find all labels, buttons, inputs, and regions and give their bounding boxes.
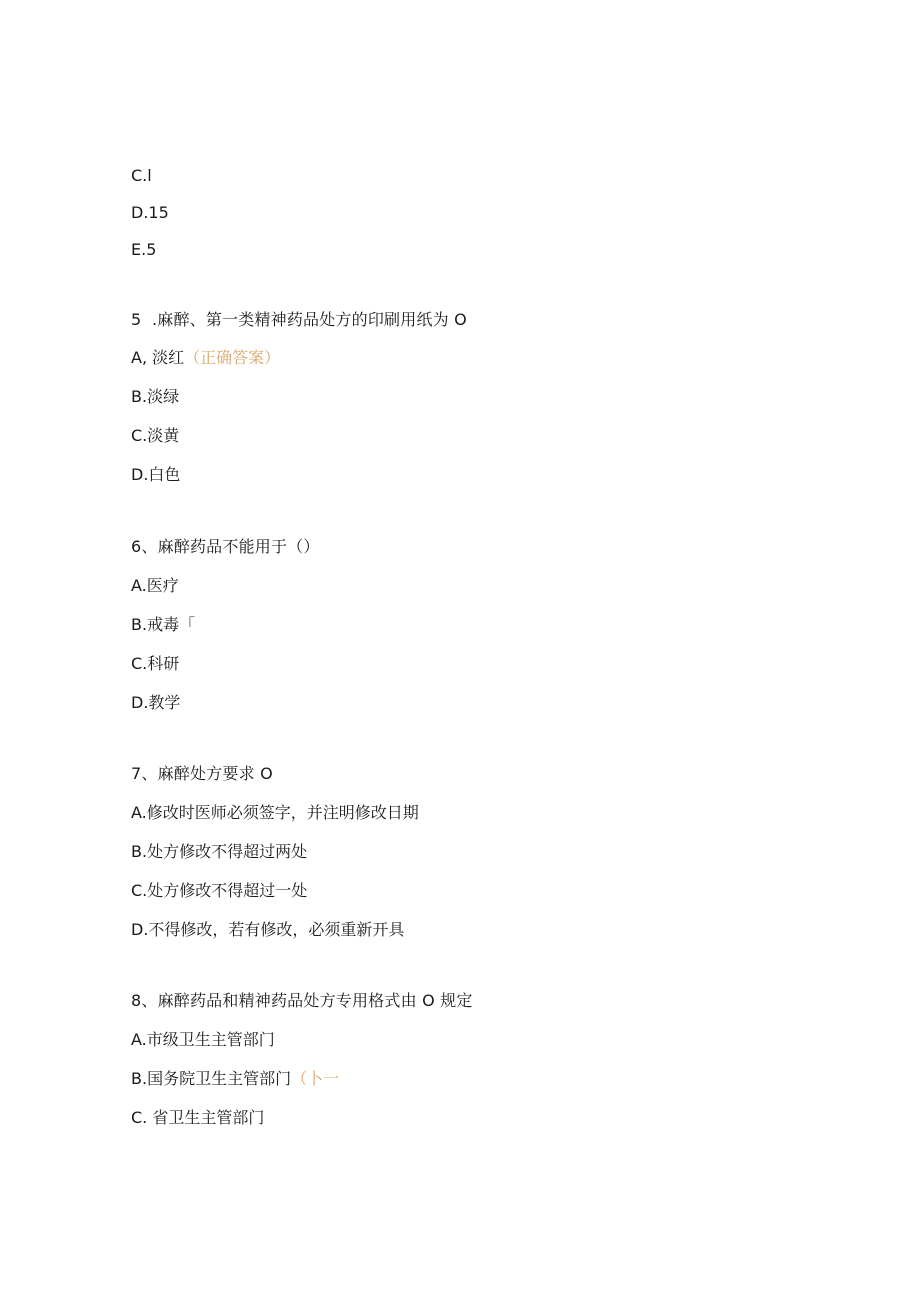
option-a: A.医疗: [131, 576, 179, 595]
question-5: 5 .麻醉、第一类精神药品处方的印刷用纸为 O: [131, 310, 467, 329]
option-e: E.5: [131, 240, 157, 259]
correct-answer-mark: （正确答案）: [184, 348, 281, 367]
option-b: B.淡绿: [131, 387, 180, 406]
option-d: D.白色: [131, 465, 181, 484]
option-c: C.l: [131, 166, 152, 185]
option-c: C.科研: [131, 654, 180, 673]
option-b: B.国务院卫生主管部门（卜一: [131, 1069, 340, 1088]
question-8: 8、麻醉药品和精神药品处方专用格式由 O 规定: [131, 991, 473, 1010]
option-a: A, 淡红（正确答案）: [131, 348, 281, 367]
option-a: A.修改时医师必须签字，并注明修改日期: [131, 803, 419, 822]
option-c: C. 省卫生主管部门: [131, 1108, 265, 1127]
option-c: C.淡黄: [131, 426, 180, 445]
question-7: 7、麻醉处方要求 O: [131, 764, 273, 783]
answer-mark: （卜一: [291, 1069, 340, 1088]
option-a: A.市级卫生主管部门: [131, 1030, 275, 1049]
option-d: D.15: [131, 203, 169, 222]
option-b: B.戒毒「: [131, 615, 196, 634]
option-d: D.教学: [131, 693, 181, 712]
option-b: B.处方修改不得超过两处: [131, 842, 308, 861]
question-6: 6、麻醉药品不能用于（）: [131, 537, 320, 556]
option-d: D.不得修改，若有修改，必须重新开具: [131, 920, 405, 939]
option-c: C.处方修改不得超过一处: [131, 881, 308, 900]
